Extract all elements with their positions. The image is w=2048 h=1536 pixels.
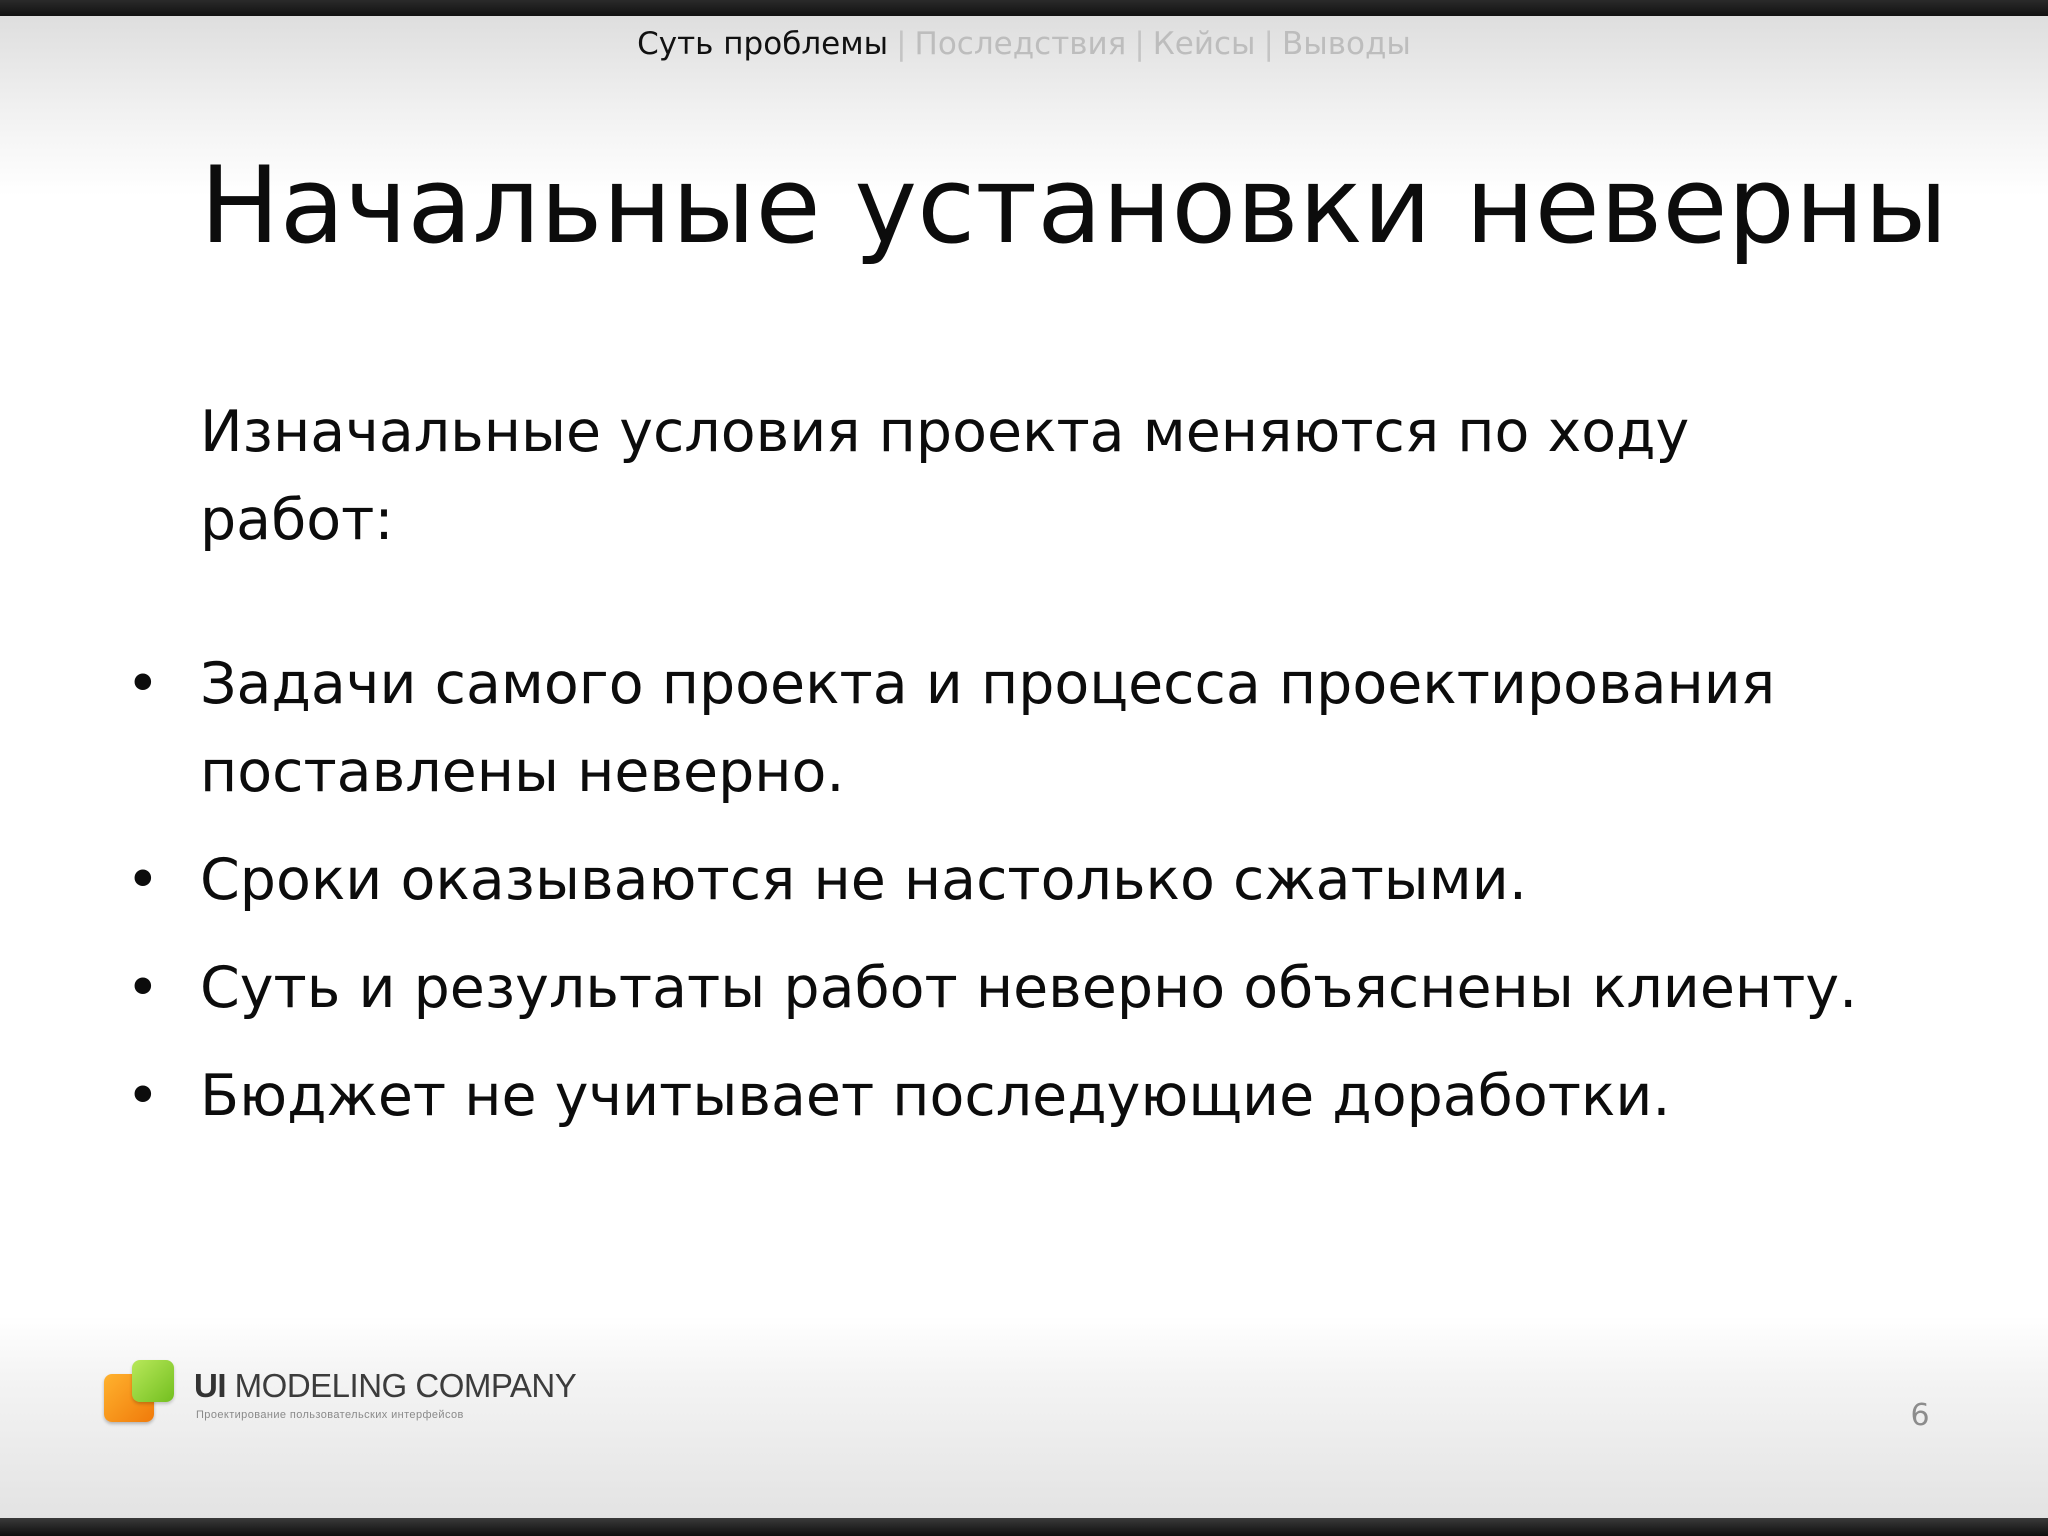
bullet-text: Задачи самого проекта и процесса проектирования поставлены неверно. (200, 651, 1776, 805)
bullet-icon: • (126, 847, 160, 913)
bullet-text: Суть и результаты работ неверно объяснены клиенту. (200, 955, 1858, 1021)
bottom-frame-bar (0, 1518, 2048, 1536)
slide-title: Начальные установки неверны (200, 144, 1948, 267)
bullet-list (120, 640, 1920, 1140)
nav-item-sut-problemy: Суть проблемы (637, 26, 889, 62)
top-frame-bar (0, 0, 2048, 16)
logo-company-name (194, 1366, 576, 1406)
page-number: 6 (1910, 1398, 1930, 1433)
company-logo (104, 1360, 584, 1440)
bullet-text: Бюджет не учитывает последующие доработки. (200, 1063, 1671, 1129)
nav-item-posledstviya: Последствия (914, 26, 1127, 62)
logo-icon (104, 1360, 176, 1432)
logo-name-bold: UI (194, 1367, 226, 1404)
nav-item-keysy: Кейсы (1152, 26, 1256, 62)
slide-intro: Изначальные условия проекта меняются по ходу работ: (200, 399, 1690, 553)
bullet-item (120, 944, 1920, 1032)
bullet-icon: • (126, 1063, 160, 1129)
nav-separator: | (1134, 26, 1145, 62)
bullet-item (120, 640, 1920, 816)
bullet-icon: • (126, 955, 160, 1021)
section-navigation (0, 20, 2048, 68)
bullet-icon: • (126, 651, 160, 717)
bullet-item (120, 1052, 1920, 1140)
logo-tagline: Проектирование пользовательских интерфейсов (196, 1409, 464, 1421)
bullet-item (120, 836, 1920, 924)
nav-item-vyvody: Выводы (1281, 26, 1411, 62)
logo-green-square (132, 1360, 174, 1402)
slide (0, 16, 2048, 1518)
bullet-text: Сроки оказываются не настолько сжатыми. (200, 847, 1527, 913)
nav-separator: | (1263, 26, 1274, 62)
nav-separator: | (896, 26, 907, 62)
logo-name-rest: MODELING COMPANY (226, 1367, 577, 1404)
